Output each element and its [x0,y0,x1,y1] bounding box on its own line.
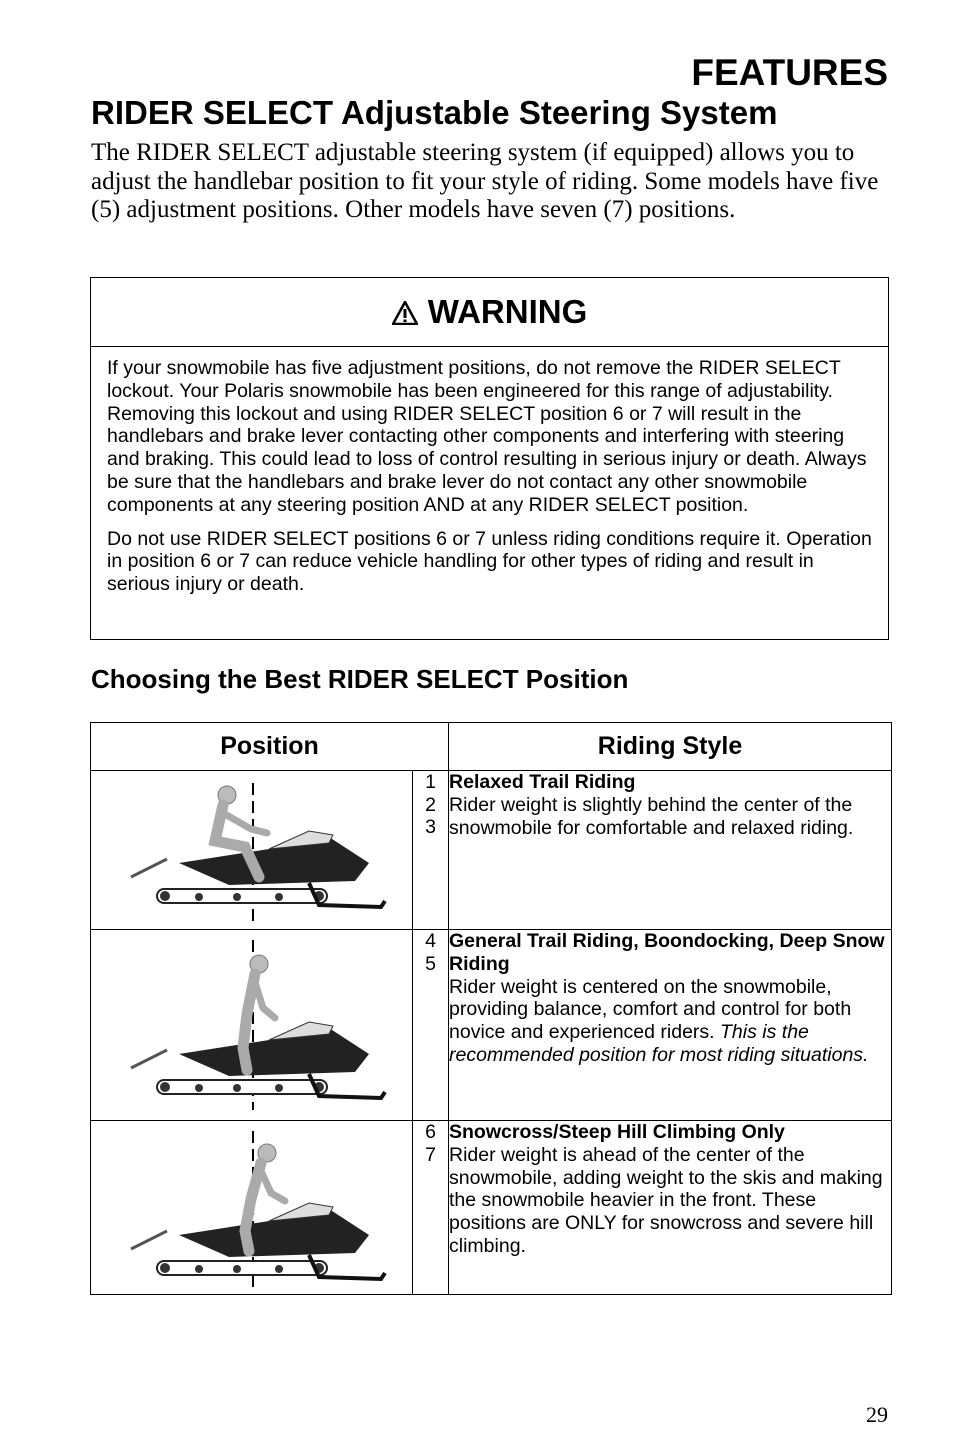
position-illustration-cell [91,1121,413,1295]
intro-paragraph: The RIDER SELECT adjustable steering system (if equipped) allows you to adjust the handlebar position to fit your style of riding. Some models have five (5) adjustment positions. Other models have seven (7) positions. [91,139,879,223]
warning-triangle-icon [392,301,418,325]
riding-style-description: Rider weight is slightly behind the center of the snowmobile for comfortable and relaxed riding. [449,793,854,839]
position-number: 3 [425,816,436,838]
warning-paragraph: Do not use RIDER SELECT positions 6 or 7 unless riding conditions require it. Operation in position 6 or 7 can reduce vehicle handling for other types of riding and result in serious injury or death. [107,527,872,596]
section-title: FEATURES [691,52,888,93]
snowmobile-rider-illustration [119,777,389,925]
position-illustration-cell [91,771,413,930]
position-number: 5 [425,952,436,975]
position-number: 7 [425,1143,436,1166]
riding-style-description: Rider weight is centered on the snowmobile, providing balance, comfort and control for both novice and experienced riders. [449,975,852,1044]
riding-style-cell [449,1121,892,1295]
position-illustration-cell [91,930,413,1121]
warning-box [90,277,889,640]
header-position: Position [91,723,449,771]
position-numbers [413,771,449,930]
warning-paragraph: If your snowmobile has five adjustment positions, do not remove the RIDER SELECT lockout. Your Polaris snowmobile has been engineered for this range of adjustability. Removing this lockout and using RIDER SELECT position 6 or 7 will result in the handlebars and brake lever contacting other components and interfering with steering and braking. This could lead to loss of control resulting in serious injury or death. Always be sure that the handlebars and brake lever do not contact any other snowmobile components at any steering position AND at any RIDER SELECT position. [107,357,867,516]
page-number: 29 [866,1402,888,1427]
subheading: Choosing the Best RIDER SELECT Position [91,664,629,694]
riding-style-emphasis: This is the recommended position for most riding situations. [449,1021,869,1066]
riding-style-title: Snowcross/Steep Hill Climbing Only [449,1121,785,1143]
table-row [91,930,892,1121]
riding-style-title: Relaxed Trail Riding [449,771,636,793]
position-table [90,722,892,1295]
position-number: 1 [425,771,436,793]
table-row [91,1121,892,1295]
position-number: 6 [425,1121,436,1143]
header-riding-style: Riding Style [449,723,892,771]
riding-style-cell [449,930,892,1121]
warning-body [91,347,888,596]
position-number: 2 [425,793,436,816]
riding-style-title: General Trail Riding, Boondocking, Deep Snow Riding [449,930,885,975]
riding-style-cell [449,771,892,930]
warning-header [91,278,888,347]
warning-title: WARNING [427,293,588,330]
position-numbers [413,930,449,1121]
riding-style-description: Rider weight is ahead of the center of the snowmobile, adding weight to the skis and making the snowmobile heavier in the front. These positions are ONLY for snowcross and severe hill climbing. [449,1143,883,1257]
page-title: RIDER SELECT Adjustable Steering System [91,94,778,131]
position-number: 4 [425,930,436,952]
table-row [91,771,892,930]
position-numbers [413,1121,449,1295]
snowmobile-rider-illustration [119,934,389,1112]
snowmobile-rider-illustration [119,1127,389,1291]
table-header-row [91,723,892,771]
